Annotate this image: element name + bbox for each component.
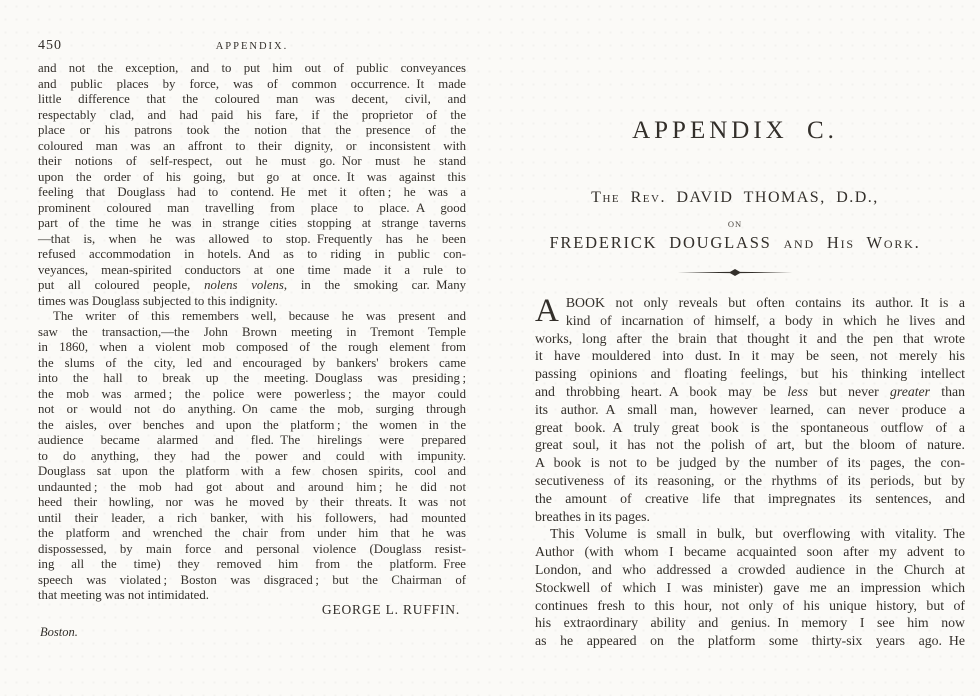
text-line: to do anything, they had the power and could with impunity. bbox=[38, 448, 466, 463]
text-line: heed their howling, nor was he moved by their threats. It was not bbox=[38, 495, 466, 509]
paragraph bbox=[38, 61, 466, 309]
text-line: the amount of creative life that impregnates its sentences, and bbox=[535, 490, 965, 506]
text-line: A book is not to be judged by the number of its pages, the con- bbox=[535, 455, 965, 471]
text-line: its author. A small man, however learned, can never produce a bbox=[535, 401, 965, 417]
text-line: little difference that the coloured man was decent, civil, and bbox=[38, 92, 466, 106]
text-line: respectably clad, and had paid his fare, if the proprietor of the bbox=[38, 107, 466, 122]
text-line: and not the exception, and to put him out of public conveyances bbox=[38, 61, 466, 75]
text-line: continues fresh to this hour, not only of his unique history, but of bbox=[535, 597, 965, 613]
text-line: into the hall to break up the meeting. Douglass was presiding ; bbox=[38, 371, 466, 385]
right-page-body bbox=[535, 294, 965, 650]
text-line: audience became alarmed and fled. The hirelings were prepared bbox=[38, 433, 466, 447]
text-line: and public places by force, was of common occurrence. It made bbox=[38, 76, 466, 91]
text-line: Douglass sat upon the platform with a few chosen spirits, cool and bbox=[38, 464, 466, 478]
text-line: as he appeared on the platform some thirty-six years ago. He bbox=[535, 633, 965, 649]
paragraph bbox=[535, 294, 965, 525]
text-line: Stockwell of which I was minister) gave me an impression which bbox=[535, 579, 965, 595]
page-number: 450 bbox=[38, 38, 62, 53]
text-line: until their leader, a rich banker, with his followers, had mounted bbox=[38, 510, 466, 525]
left-page-header bbox=[38, 38, 466, 56]
text-line: breathes in its pages. bbox=[535, 508, 650, 524]
text-line: not or would not do anything. On came the mob, surging through bbox=[38, 402, 466, 416]
text-line: This Volume is small in bulk, but overflowing with vitality. The bbox=[550, 526, 965, 542]
paragraph bbox=[535, 525, 965, 650]
running-head: APPENDIX. bbox=[215, 41, 289, 52]
text-line: refused accommodation in hotels. And as to riding in public con- bbox=[38, 247, 466, 261]
subheading-author: The Rev. DAVID THOMAS, D.D., bbox=[591, 189, 879, 206]
text-line: the platform and wrenched the chair from under him that he was bbox=[38, 526, 466, 540]
text-line: speech was violated ; Boston was disgraced ; but the Chairman of bbox=[38, 572, 466, 587]
paragraph bbox=[38, 309, 466, 604]
text-line: upon the order of his going, but go at once. It was against this bbox=[38, 169, 466, 184]
text-line: in 1860, when a violent mob composed of the rough element from bbox=[38, 340, 466, 354]
text-line: The writer of this remembers well, because he was present and bbox=[53, 309, 466, 323]
text-line: —that is, when he was allowed to stop. Frequently has he been bbox=[38, 231, 466, 246]
text-line: coloured man was an affront to their dignity, or inconsistent with bbox=[38, 138, 466, 153]
text-line: kind of incarnation of himself, a body in which he lives and bbox=[565, 312, 965, 328]
signature-line: GEORGE L. RUFFIN. bbox=[321, 602, 460, 617]
text-line: great book. A truly great book is the spontaneous outflow of a bbox=[535, 419, 965, 435]
place-line: Boston. bbox=[40, 625, 78, 639]
text-line: passing opinions and floating feelings, but his thinking intellect bbox=[535, 366, 965, 382]
text-line: the mob was armed ; the police were powerless ; the mayor could bbox=[38, 386, 466, 401]
text-line: the aisles, over benches and upon the platform ; the women in the bbox=[38, 417, 466, 432]
text-line: prominent coloured man travelling from place to place. A good bbox=[38, 200, 466, 215]
text-line: it have mouldered into dust. In it may be seen, not merely his bbox=[535, 348, 965, 364]
text-line: great soul, it has not the polish of art, but the bloom of nature. bbox=[535, 437, 965, 453]
text-line: times was Douglass subjected to this indignity. bbox=[38, 293, 278, 308]
text-line: part of the time he was in strange cities stopping at strange taverns bbox=[38, 216, 466, 230]
text-line: dispossessed, by main force and personal violence (Douglass resist- bbox=[38, 541, 466, 556]
text-line: undaunted ; the mob had got about and around him ; he did not bbox=[38, 479, 466, 494]
subheading-subject: FREDERICK DOUGLASS and His Work. bbox=[549, 233, 921, 252]
text-line: and throbbing heart. A book may be less but never greater than bbox=[535, 383, 966, 399]
text-line: feeling that Douglass had to contend. He met it often ; he was a bbox=[38, 185, 466, 199]
right-page bbox=[490, 0, 980, 696]
left-page-body bbox=[38, 61, 466, 604]
section-divider-ornament bbox=[520, 264, 950, 282]
text-line: Author (with whom I became acquainted soon after my advent to bbox=[535, 544, 965, 560]
text-line: that meeting was not intimidated. bbox=[38, 588, 209, 602]
text-line: their notions of self-respect, out he must go. Nor must he stand bbox=[38, 154, 466, 168]
text-line: secutiveness of its reasoning, or the rhythms of its periods, but by bbox=[535, 472, 965, 488]
text-line: London, and who addressed a crowded audience in the Church at bbox=[535, 561, 965, 577]
appendix-heading: APPENDIX C. bbox=[632, 117, 838, 144]
text-line: place or his patrons took the notion that the presence of the bbox=[38, 123, 466, 137]
text-line: ing all the time) they removed him from the platform. Free bbox=[38, 557, 466, 571]
text-line: the slums of the city, led and encouraged by bankers' brokers came bbox=[38, 355, 466, 370]
tapered-rule-icon bbox=[675, 268, 795, 277]
text-line: saw the transaction,—the John Brown meeting in Tremont Temple bbox=[38, 324, 466, 339]
text-line: put all coloured people, nolens volens, in the smoking car. Many bbox=[38, 278, 466, 292]
text-line: works, long after the brain that thought it and the pen that wrote bbox=[535, 330, 965, 346]
text-line: veyances, mean-spirited conductors at one time made it a rule to bbox=[38, 262, 466, 277]
drop-cap: A bbox=[535, 293, 559, 329]
text-line: his extraordinary ability and genius. In memory I see him now bbox=[535, 615, 965, 631]
text-line: BOOK not only reveals but often contains its author. It is a bbox=[565, 295, 965, 310]
subheading-conjunction: ON bbox=[727, 219, 743, 229]
